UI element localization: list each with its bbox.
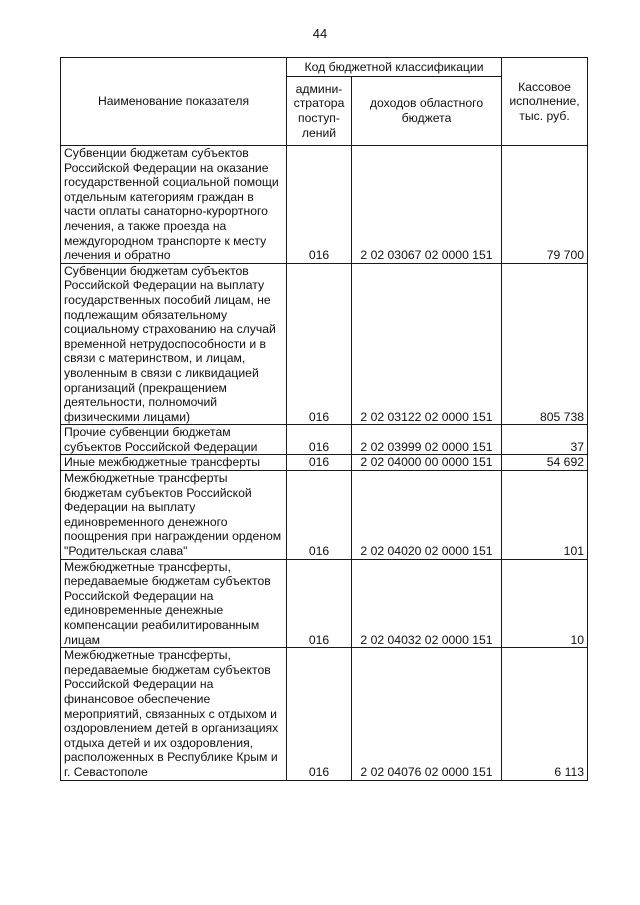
table-row (61, 648, 588, 780)
administrator-code-cell: 016 (287, 648, 352, 780)
header-indicator-name: Наименование показателя (61, 58, 287, 146)
table-row (61, 425, 588, 455)
header-cash-execution: Кассовое исполнение, тыс. руб. (502, 58, 588, 146)
indicator-name-cell: Межбюджетные трансферты, передаваемые бюджетам субъектов Российской Федерации на финансовое обеспечение мероприятий, связанных с отдыхом и оздоровлением детей в организациях отдыха детей и их оздоровления, расположенных в Республике Крым и г. Севастополе (61, 648, 287, 780)
table-row (61, 146, 588, 264)
administrator-code-cell: 016 (287, 146, 352, 264)
indicator-name-cell: Иные межбюджетные трансферты (61, 455, 287, 471)
cash-execution-cell: 101 (502, 471, 588, 560)
income-code-cell: 2 02 04020 02 0000 151 (352, 471, 502, 560)
header-budget-classification-code: Код бюджетной классификации (287, 58, 502, 77)
cash-execution-cell: 10 (502, 559, 588, 648)
table-row (61, 471, 588, 560)
table-body (61, 146, 588, 781)
table-row (61, 455, 588, 471)
header-revenue-administrator: админи-стратора поступ-лений (287, 77, 352, 146)
administrator-code-cell: 016 (287, 455, 352, 471)
indicator-name-cell: Субвенции бюджетам субъектов Российской Федерации на выплату государственных пособий лицам, не подлежащим обязательному социальному страхованию на случай временной нетрудоспособности и в связи с материнством, и лицам, уволенным в связи с ликвидацией организаций (прекращением деятельности, полномочий физическими лицами) (61, 263, 287, 425)
table-row (61, 559, 588, 648)
cash-execution-cell: 805 738 (502, 263, 588, 425)
cash-execution-cell: 6 113 (502, 648, 588, 780)
indicator-name-cell: Межбюджетные трансферты бюджетам субъектов Российской Федерации на выплату единовременного денежного поощрения при награждении орденом "Родительская слава" (61, 471, 287, 560)
income-code-cell: 2 02 04000 00 0000 151 (352, 455, 502, 471)
income-code-cell: 2 02 04032 02 0000 151 (352, 559, 502, 648)
header-regional-budget-income: доходов областного бюджета (352, 77, 502, 146)
indicator-name-cell: Межбюджетные трансферты, передаваемые бюджетам субъектов Российской Федерации на единовременные денежные компенсации реабилитированным лицам (61, 559, 287, 648)
indicator-name-cell: Прочие субвенции бюджетам субъектов Российской Федерации (61, 425, 287, 455)
page-number: 44 (312, 26, 328, 41)
cash-execution-cell: 79 700 (502, 146, 588, 264)
table-header (61, 58, 588, 146)
cash-execution-cell: 54 692 (502, 455, 588, 471)
indicator-name-cell: Субвенции бюджетам субъектов Российской Федерации на оказание государственной социальной помощи отдельным категориям граждан в части оплаты санаторно-курортного лечения, а также проезда на междугородном транспорте к месту лечения и обратно (61, 146, 287, 264)
administrator-code-cell: 016 (287, 471, 352, 560)
budget-execution-table (60, 57, 588, 781)
administrator-code-cell: 016 (287, 263, 352, 425)
table-row (61, 263, 588, 425)
income-code-cell: 2 02 04076 02 0000 151 (352, 648, 502, 780)
income-code-cell: 2 02 03067 02 0000 151 (352, 146, 502, 264)
administrator-code-cell: 016 (287, 425, 352, 455)
income-code-cell: 2 02 03122 02 0000 151 (352, 263, 502, 425)
cash-execution-cell: 37 (502, 425, 588, 455)
income-code-cell: 2 02 03999 02 0000 151 (352, 425, 502, 455)
administrator-code-cell: 016 (287, 559, 352, 648)
